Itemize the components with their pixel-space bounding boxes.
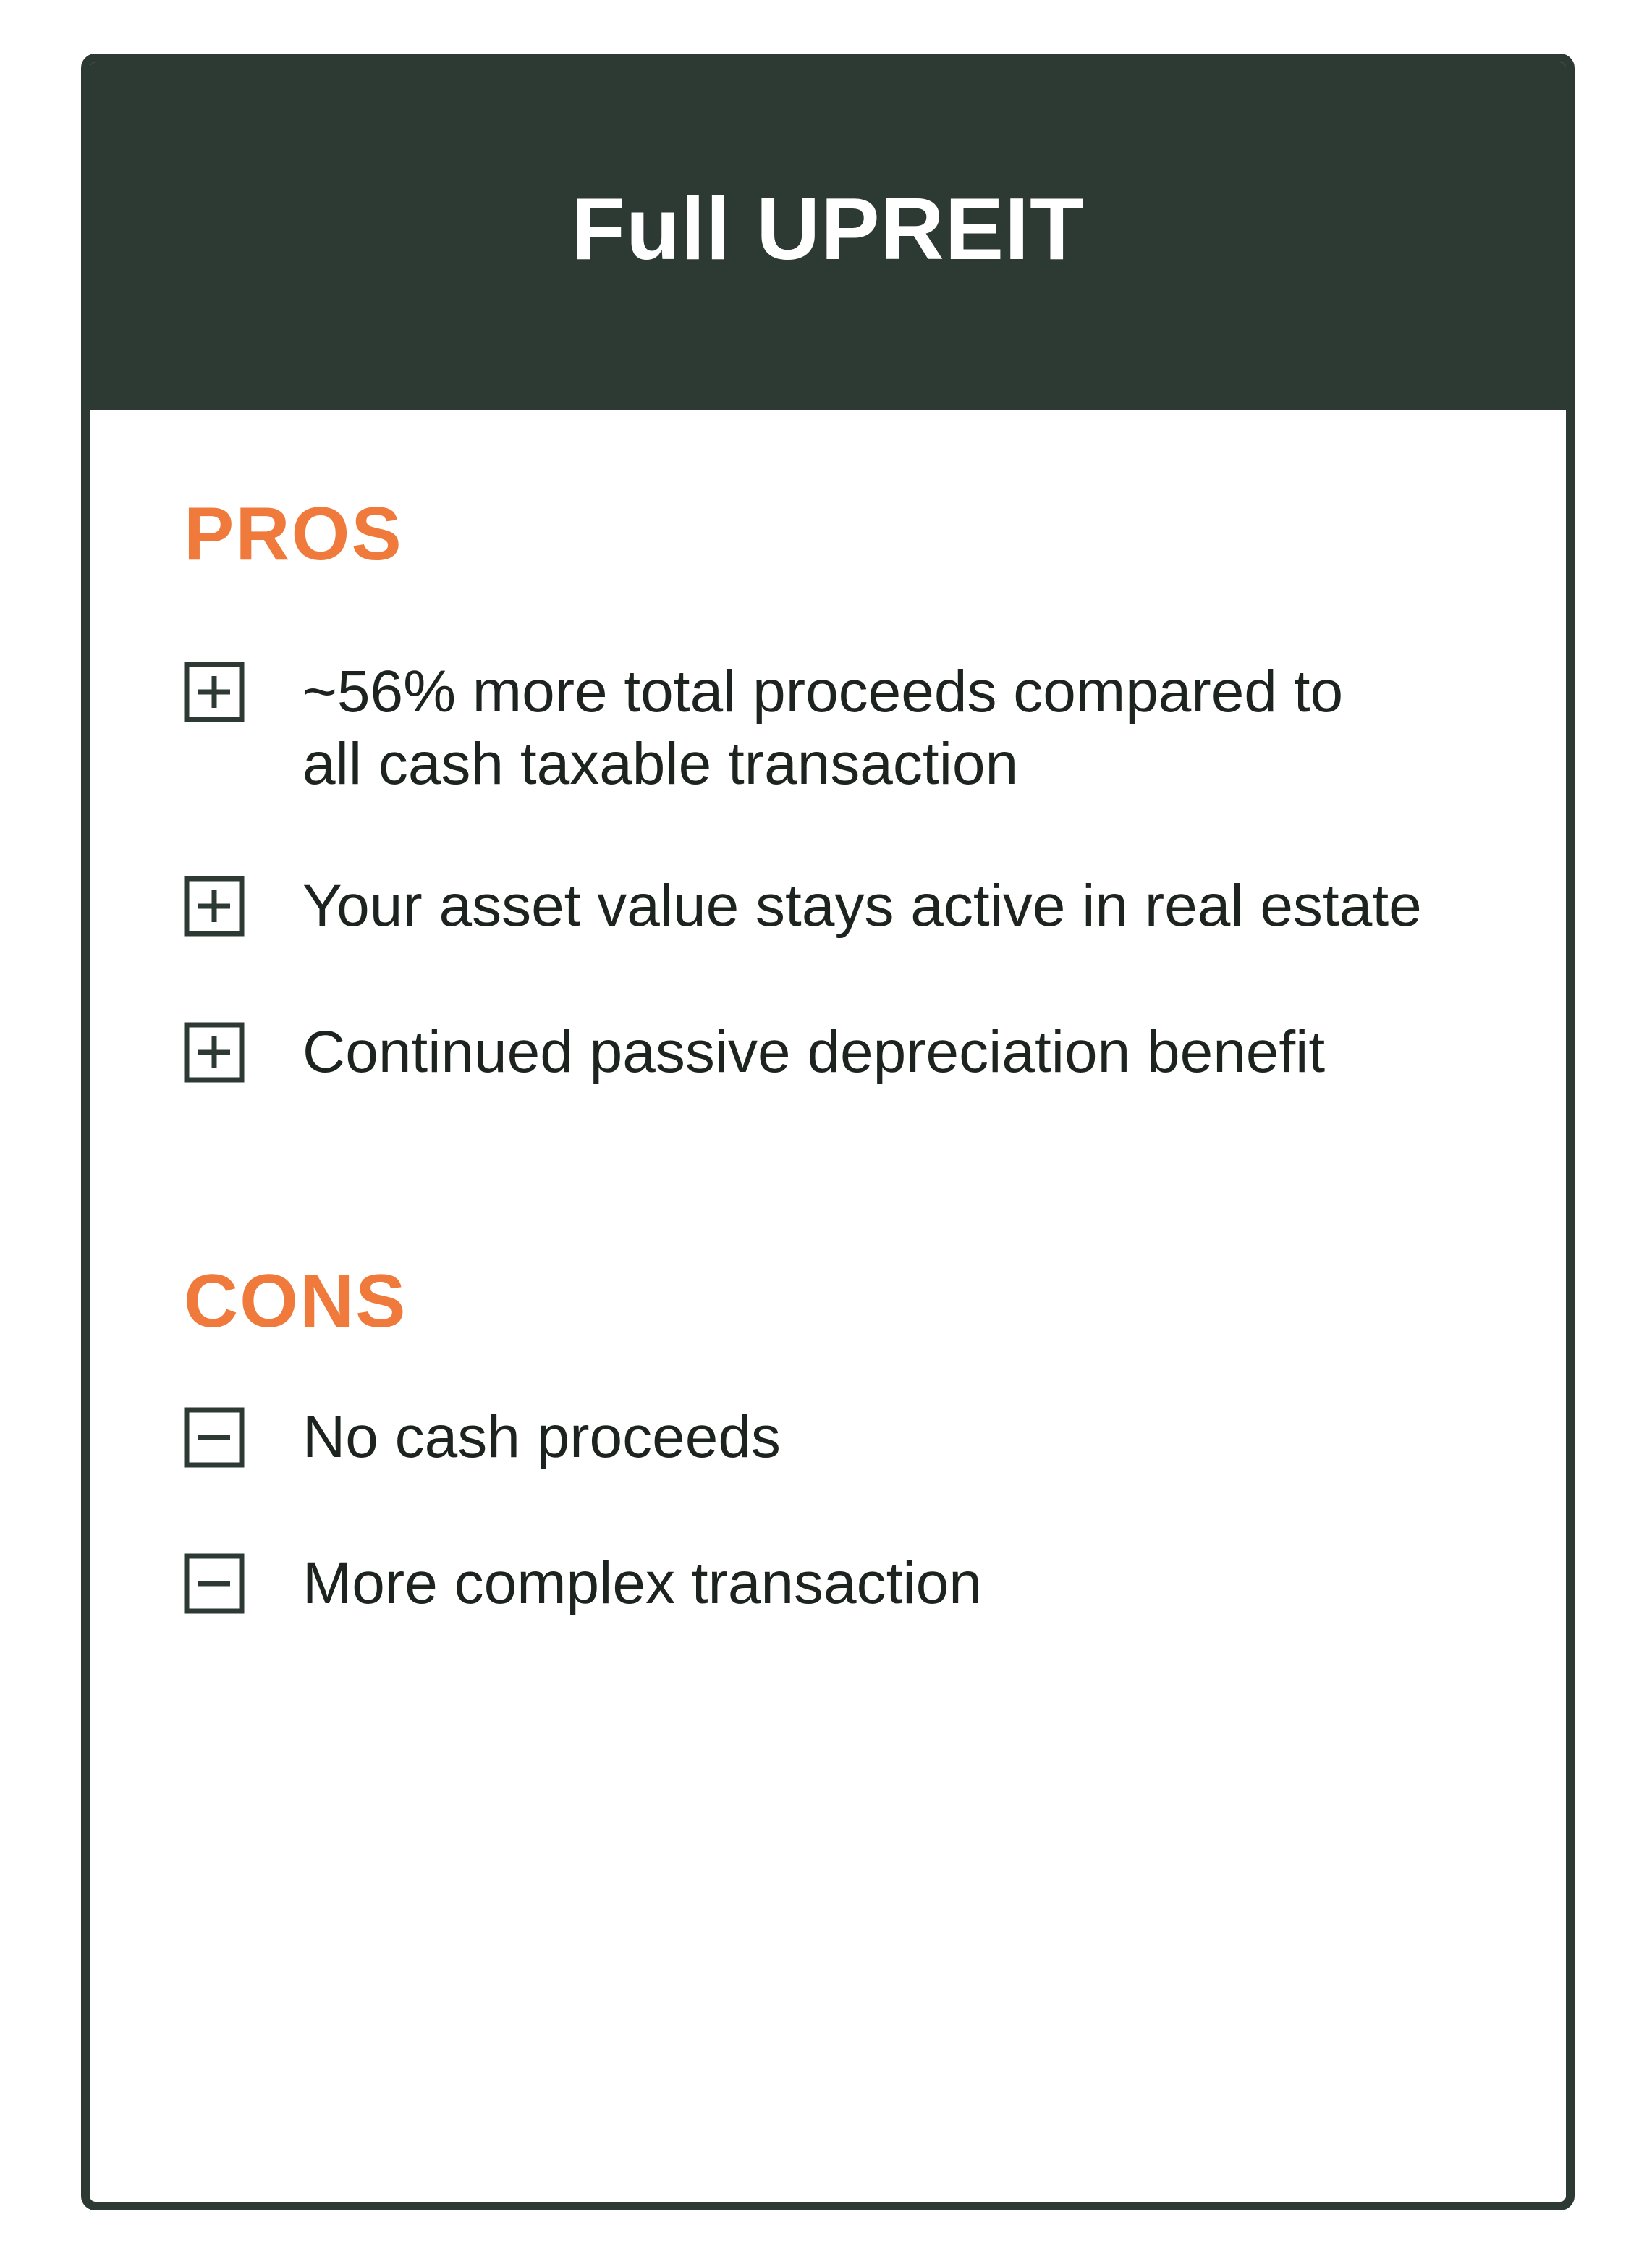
pros-heading: PROS bbox=[184, 492, 403, 576]
minus-square-icon bbox=[184, 1407, 245, 1468]
plus-square-icon bbox=[184, 876, 245, 937]
cons-item-text: No cash proceeds bbox=[302, 1404, 781, 1470]
cons-item bbox=[184, 1547, 1533, 1620]
pros-item-text: ~56% more total proceeds compared to all cash taxable transaction bbox=[302, 659, 1344, 797]
comparison-card bbox=[81, 54, 1575, 2210]
pros-item-text: Continued passive depreciation benefit bbox=[302, 1019, 1326, 1085]
cons-item-text: More complex transaction bbox=[302, 1550, 982, 1616]
pros-item bbox=[184, 1016, 1533, 1089]
pros-item-text: Your asset value stays active in real estate bbox=[302, 873, 1422, 939]
minus-square-icon bbox=[184, 1553, 245, 1614]
pros-item bbox=[184, 870, 1533, 942]
cons-item bbox=[184, 1401, 1533, 1474]
card-title: Full UPREIT bbox=[571, 179, 1085, 278]
cons-heading: CONS bbox=[184, 1259, 407, 1343]
plus-square-icon bbox=[184, 1022, 245, 1083]
card-header bbox=[90, 62, 1566, 410]
pros-item bbox=[184, 656, 1533, 800]
plus-square-icon bbox=[184, 662, 245, 722]
